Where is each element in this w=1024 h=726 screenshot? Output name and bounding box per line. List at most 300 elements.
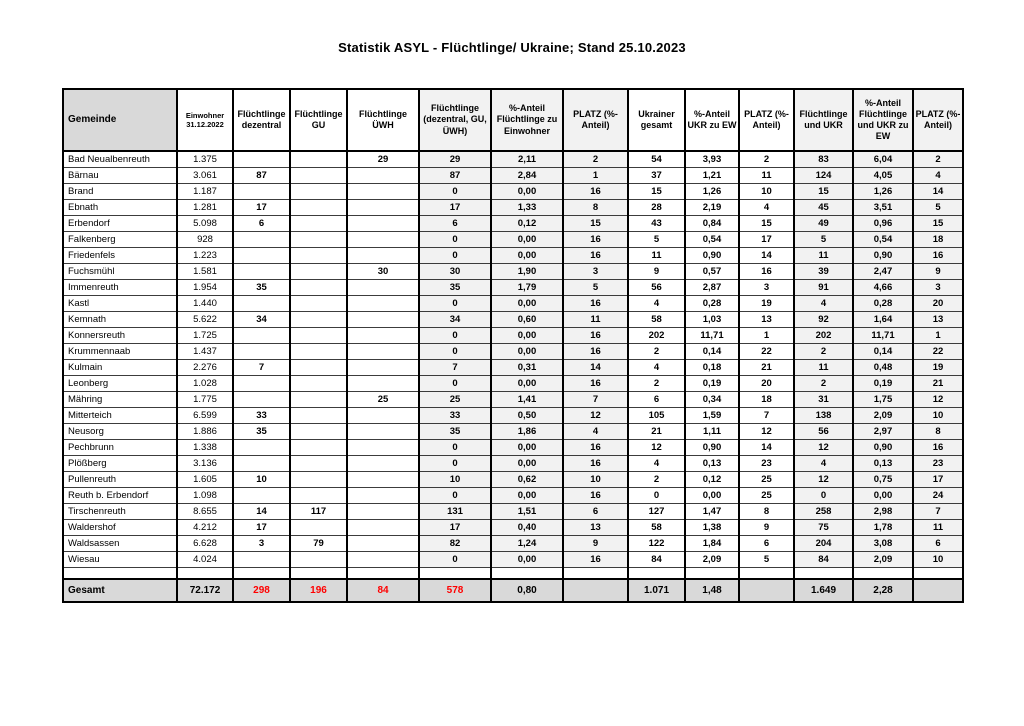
value-cell [290,328,347,344]
total-value-cell [563,579,628,602]
value-cell: 202 [628,328,685,344]
value-cell [347,360,419,376]
total-value-cell [913,579,963,602]
value-cell: 0 [419,344,491,360]
value-cell: 3,51 [853,200,913,216]
value-cell: 17 [419,520,491,536]
spacer-cell [685,568,739,580]
gemeinde-cell: Kulmain [63,360,177,376]
value-cell [233,151,290,168]
gemeinde-cell: Bad Neualbenreuth [63,151,177,168]
gemeinde-cell: Ebnath [63,200,177,216]
value-cell: 35 [233,424,290,440]
value-cell: 9 [628,264,685,280]
value-cell: 2,87 [685,280,739,296]
value-cell: 117 [290,504,347,520]
value-cell: 3 [739,280,794,296]
value-cell: 35 [419,424,491,440]
value-cell: 4,66 [853,280,913,296]
total-value-cell: 2,28 [853,579,913,602]
value-cell: 3 [563,264,628,280]
column-header: PLATZ (%-Anteil) [913,89,963,151]
value-cell: 11 [563,312,628,328]
value-cell [347,472,419,488]
value-cell: 12 [794,440,853,456]
value-cell: 2 [739,151,794,168]
value-cell: 2.276 [177,360,233,376]
value-cell: 105 [628,408,685,424]
value-cell: 34 [233,312,290,328]
spacer-cell [913,568,963,580]
value-cell [290,408,347,424]
value-cell [290,376,347,392]
value-cell: 4 [628,456,685,472]
value-cell: 928 [177,232,233,248]
value-cell: 39 [794,264,853,280]
value-cell: 12 [794,472,853,488]
value-cell: 5 [628,232,685,248]
column-header: PLATZ (%-Anteil) [563,89,628,151]
value-cell [347,328,419,344]
value-cell: 24 [913,488,963,504]
table-row [63,456,963,472]
value-cell: 2,11 [491,151,563,168]
value-cell: 0,40 [491,520,563,536]
spacer-cell [491,568,563,580]
value-cell: 4,05 [853,168,913,184]
column-header: %-Anteil Flüchtlinge zu Einwohner [491,89,563,151]
value-cell: 258 [794,504,853,520]
value-cell: 0 [794,488,853,504]
value-cell: 7 [233,360,290,376]
value-cell [290,312,347,328]
value-cell: 1.338 [177,440,233,456]
value-cell: 0,50 [491,408,563,424]
value-cell [290,168,347,184]
value-cell: 0,00 [491,376,563,392]
value-cell: 3,93 [685,151,739,168]
value-cell: 49 [794,216,853,232]
value-cell: 4.024 [177,552,233,568]
value-cell [347,488,419,504]
value-cell: 19 [739,296,794,312]
value-cell: 0,00 [491,344,563,360]
value-cell: 1.775 [177,392,233,408]
value-cell: 87 [233,168,290,184]
value-cell: 16 [913,440,963,456]
value-cell: 2 [794,376,853,392]
value-cell: 5.622 [177,312,233,328]
value-cell: 6.599 [177,408,233,424]
value-cell [290,424,347,440]
value-cell: 4 [739,200,794,216]
value-cell: 12 [913,392,963,408]
value-cell: 0,62 [491,472,563,488]
value-cell: 11 [913,520,963,536]
table-row [63,520,963,536]
value-cell: 13 [913,312,963,328]
value-cell: 16 [563,184,628,200]
gemeinde-cell: Friedenfels [63,248,177,264]
spacer-cell [290,568,347,580]
value-cell [347,424,419,440]
value-cell: 75 [794,520,853,536]
gemeinde-cell: Falkenberg [63,232,177,248]
spacer-cell [177,568,233,580]
value-cell: 15 [628,184,685,200]
value-cell: 1,59 [685,408,739,424]
value-cell: 0,54 [853,232,913,248]
value-cell: 84 [794,552,853,568]
value-cell [290,344,347,360]
value-cell: 56 [794,424,853,440]
value-cell: 2,84 [491,168,563,184]
page-title: Statistik ASYL - Flüchtlinge/ Ukraine; Stand 25.10.2023 [338,40,686,55]
value-cell: 82 [419,536,491,552]
spacer-cell [628,568,685,580]
value-cell: 131 [419,504,491,520]
value-cell: 1,51 [491,504,563,520]
value-cell [347,376,419,392]
value-cell: 2 [628,376,685,392]
value-cell: 0,90 [685,248,739,264]
spacer-cell [739,568,794,580]
asyl-statistics-table [62,88,964,603]
table-row [63,536,963,552]
value-cell: 30 [347,264,419,280]
table-row [63,504,963,520]
value-cell [290,440,347,456]
value-cell: 6 [233,216,290,232]
value-cell [233,232,290,248]
value-cell: 0 [628,488,685,504]
value-cell [290,184,347,200]
value-cell: 84 [628,552,685,568]
value-cell [290,248,347,264]
value-cell: 43 [628,216,685,232]
total-value-cell: 1,48 [685,579,739,602]
value-cell: 0,19 [853,376,913,392]
value-cell: 2 [628,344,685,360]
value-cell: 0,90 [853,440,913,456]
total-value-cell: 298 [233,579,290,602]
table-row [63,440,963,456]
column-header: Flüchtlinge (dezentral, GU, ÜWH) [419,89,491,151]
value-cell [290,472,347,488]
value-cell: 15 [794,184,853,200]
value-cell: 17 [233,200,290,216]
value-cell: 4 [628,360,685,376]
value-cell: 34 [419,312,491,328]
value-cell: 202 [794,328,853,344]
value-cell: 6.628 [177,536,233,552]
value-cell [347,232,419,248]
value-cell: 1.886 [177,424,233,440]
value-cell [233,184,290,200]
value-cell: 1 [739,328,794,344]
value-cell: 35 [233,280,290,296]
value-cell: 0,34 [685,392,739,408]
value-cell: 5 [794,232,853,248]
value-cell: 45 [794,200,853,216]
column-header: Einwohner 31.12.2022 [177,89,233,151]
value-cell: 0,00 [491,440,563,456]
value-cell: 6 [628,392,685,408]
gemeinde-cell: Erbendorf [63,216,177,232]
value-cell: 7 [419,360,491,376]
value-cell: 0,28 [685,296,739,312]
value-cell: 1.437 [177,344,233,360]
value-cell: 1.725 [177,328,233,344]
value-cell: 11 [794,360,853,376]
value-cell: 15 [563,216,628,232]
value-cell: 0,75 [853,472,913,488]
gemeinde-cell: Kemnath [63,312,177,328]
value-cell: 16 [563,552,628,568]
value-cell: 19 [913,360,963,376]
value-cell: 0 [419,488,491,504]
value-cell: 21 [628,424,685,440]
value-cell: 124 [794,168,853,184]
value-cell [347,296,419,312]
value-cell [347,408,419,424]
value-cell: 2,09 [853,552,913,568]
gemeinde-cell: Mähring [63,392,177,408]
spacer-cell [63,568,177,580]
value-cell: 122 [628,536,685,552]
total-value-cell [739,579,794,602]
value-cell: 3.136 [177,456,233,472]
value-cell: 79 [290,536,347,552]
value-cell [347,168,419,184]
value-cell: 10 [913,552,963,568]
value-cell: 92 [794,312,853,328]
gemeinde-cell: Plößberg [63,456,177,472]
value-cell [347,456,419,472]
value-cell: 17 [913,472,963,488]
gemeinde-cell: Konnersreuth [63,328,177,344]
value-cell: 12 [739,424,794,440]
value-cell [233,344,290,360]
gemeinde-cell: Kastl [63,296,177,312]
spacer-cell [419,568,491,580]
value-cell [233,488,290,504]
value-cell: 2,09 [685,552,739,568]
value-cell: 9 [739,520,794,536]
value-cell: 14 [739,248,794,264]
value-cell: 18 [913,232,963,248]
value-cell: 0,00 [853,488,913,504]
value-cell: 15 [913,216,963,232]
value-cell: 0,60 [491,312,563,328]
value-cell [233,376,290,392]
value-cell: 0,00 [491,232,563,248]
table-row [63,312,963,328]
value-cell: 2,09 [853,408,913,424]
value-cell: 16 [563,248,628,264]
gemeinde-cell: Fuchsmühl [63,264,177,280]
value-cell: 1,11 [685,424,739,440]
gemeinde-cell: Pechbrunn [63,440,177,456]
table-row [63,328,963,344]
value-cell: 11 [628,248,685,264]
value-cell: 14 [233,504,290,520]
value-cell: 2 [628,472,685,488]
value-cell: 1 [563,168,628,184]
value-cell [233,456,290,472]
value-cell [290,392,347,408]
value-cell: 29 [419,151,491,168]
gemeinde-cell: Bärnau [63,168,177,184]
value-cell [347,216,419,232]
value-cell: 16 [563,488,628,504]
gemeinde-cell: Leonberg [63,376,177,392]
value-cell: 10 [563,472,628,488]
value-cell: 0,00 [685,488,739,504]
value-cell: 10 [739,184,794,200]
column-header: Gemeinde [63,89,177,151]
gemeinde-cell: Waldsassen [63,536,177,552]
value-cell: 31 [794,392,853,408]
spacer-cell [853,568,913,580]
table-row [63,280,963,296]
value-cell: 11,71 [853,328,913,344]
value-cell: 0,19 [685,376,739,392]
value-cell: 1.581 [177,264,233,280]
value-cell: 0,84 [685,216,739,232]
value-cell: 1 [913,328,963,344]
value-cell: 56 [628,280,685,296]
value-cell: 20 [739,376,794,392]
value-cell [347,520,419,536]
value-cell [347,504,419,520]
value-cell: 8 [913,424,963,440]
value-cell [233,328,290,344]
value-cell: 0,12 [491,216,563,232]
value-cell: 0,28 [853,296,913,312]
value-cell: 1,41 [491,392,563,408]
value-cell: 35 [419,280,491,296]
value-cell: 6 [563,504,628,520]
value-cell: 1,21 [685,168,739,184]
value-cell: 5 [913,200,963,216]
table-row [63,472,963,488]
value-cell: 12 [563,408,628,424]
table-row [63,168,963,184]
total-value-cell: 72.172 [177,579,233,602]
spacer-cell [794,568,853,580]
column-header: Flüchtlinge und UKR [794,89,853,151]
value-cell: 1.375 [177,151,233,168]
value-cell [347,280,419,296]
value-cell: 3.061 [177,168,233,184]
value-cell: 10 [913,408,963,424]
gemeinde-cell: Mitterteich [63,408,177,424]
value-cell: 0 [419,328,491,344]
gemeinde-cell: Brand [63,184,177,200]
value-cell: 8 [739,504,794,520]
spacer-cell [347,568,419,580]
value-cell [347,184,419,200]
value-cell: 13 [739,312,794,328]
value-cell: 0 [419,296,491,312]
value-cell: 6,04 [853,151,913,168]
value-cell: 0 [419,552,491,568]
value-cell: 6 [913,536,963,552]
gemeinde-cell: Krummennaab [63,344,177,360]
column-header: %-Anteil UKR zu EW [685,89,739,151]
value-cell: 83 [794,151,853,168]
table-row [63,216,963,232]
value-cell: 23 [739,456,794,472]
value-cell [347,344,419,360]
value-cell: 5 [563,280,628,296]
value-cell: 25 [739,472,794,488]
value-cell: 20 [913,296,963,312]
total-value-cell: 1.071 [628,579,685,602]
value-cell: 1,38 [685,520,739,536]
value-cell: 1,64 [853,312,913,328]
value-cell: 0,48 [853,360,913,376]
value-cell: 54 [628,151,685,168]
value-cell: 14 [913,184,963,200]
table-row [63,552,963,568]
total-value-cell: 1.649 [794,579,853,602]
value-cell [233,392,290,408]
value-cell: 10 [419,472,491,488]
value-cell: 58 [628,312,685,328]
value-cell: 4 [794,296,853,312]
total-value-cell: 196 [290,579,347,602]
value-cell: 0,90 [685,440,739,456]
value-cell: 1,90 [491,264,563,280]
value-cell: 29 [347,151,419,168]
value-cell: 1.954 [177,280,233,296]
value-cell: 13 [563,520,628,536]
value-cell: 1,24 [491,536,563,552]
value-cell [290,360,347,376]
table-body [63,151,963,602]
value-cell: 25 [739,488,794,504]
gemeinde-cell: Waldershof [63,520,177,536]
table-row [63,392,963,408]
value-cell: 15 [739,216,794,232]
value-cell: 37 [628,168,685,184]
value-cell: 3 [233,536,290,552]
value-cell: 0,13 [853,456,913,472]
value-cell: 0,31 [491,360,563,376]
value-cell: 2,47 [853,264,913,280]
value-cell: 1.187 [177,184,233,200]
value-cell: 0 [419,456,491,472]
value-cell [290,456,347,472]
table-row [63,488,963,504]
gemeinde-cell: Tirschenreuth [63,504,177,520]
value-cell: 0,00 [491,488,563,504]
value-cell: 58 [628,520,685,536]
value-cell: 8.655 [177,504,233,520]
value-cell: 138 [794,408,853,424]
value-cell: 6 [739,536,794,552]
column-header: Ukrainer gesamt [628,89,685,151]
value-cell: 1,84 [685,536,739,552]
table-row [63,344,963,360]
table-row [63,200,963,216]
value-cell: 0 [419,248,491,264]
value-cell: 7 [913,504,963,520]
value-cell: 18 [739,392,794,408]
value-cell: 11 [739,168,794,184]
